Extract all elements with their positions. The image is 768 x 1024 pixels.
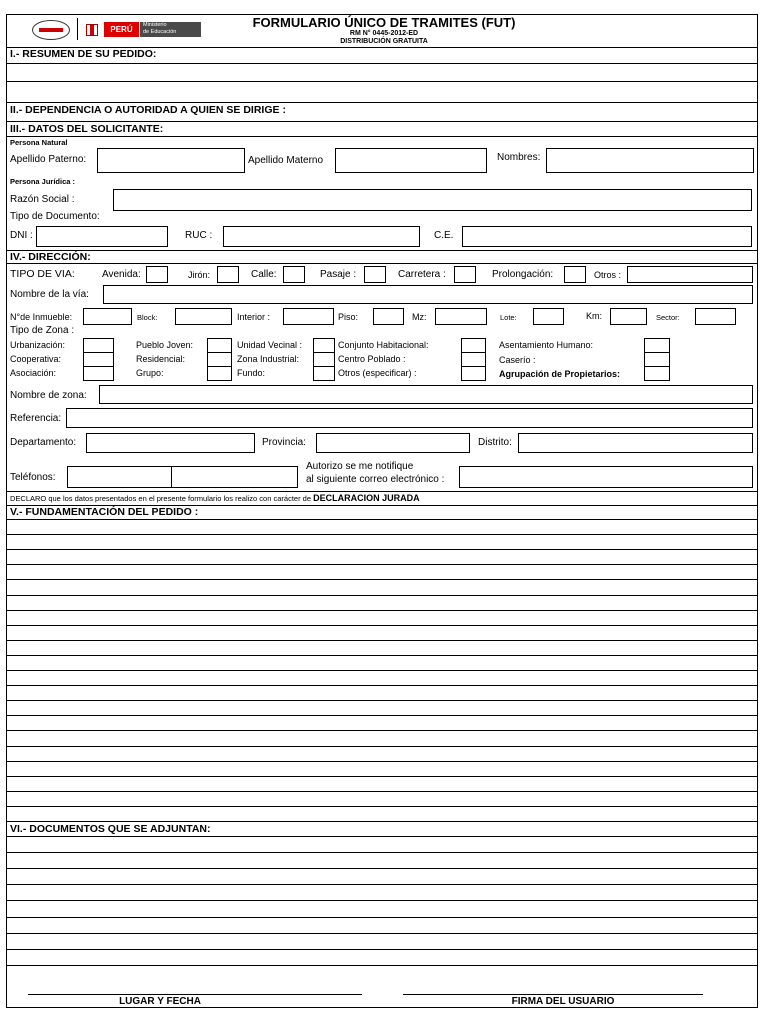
fundo-label: Fundo: — [237, 368, 266, 378]
writing-line[interactable] — [7, 868, 757, 869]
writing-line[interactable] — [7, 640, 757, 641]
carretera-label: Carretera : — [398, 269, 446, 280]
apellido-paterno-label: Apellido Paterno: — [10, 154, 87, 165]
distrito-label: Distrito: — [478, 437, 512, 448]
asociacion-checkbox[interactable] — [83, 366, 114, 381]
ce-label: C.E. — [434, 230, 454, 241]
otros-zona-label: Otros (especificar) : — [338, 368, 417, 378]
mz-label: Mz: — [412, 312, 427, 322]
section-resumen: I.- RESUMEN DE SU PEDIDO: — [10, 48, 157, 60]
calle-checkbox[interactable] — [283, 266, 305, 283]
otros-via-label: Otros : — [594, 270, 622, 280]
mz-field[interactable] — [435, 308, 487, 325]
section-solicitante: III.- DATOS DEL SOLICITANTE: — [10, 123, 164, 135]
writing-line[interactable] — [7, 730, 757, 731]
writing-line[interactable] — [7, 884, 757, 885]
writing-line[interactable] — [7, 852, 757, 853]
cooperativa-label: Cooperativa: — [10, 354, 62, 364]
nombre-via-field[interactable] — [103, 285, 753, 304]
writing-line[interactable] — [7, 549, 757, 550]
persona-natural-label: Persona Natural — [10, 138, 68, 147]
asociacion-label: Asociación: — [10, 368, 57, 378]
ce-field[interactable] — [462, 226, 752, 247]
jiron-checkbox[interactable] — [217, 266, 239, 283]
piso-label: Piso: — [338, 312, 359, 322]
razon-social-label: Razón Social : — [10, 194, 75, 205]
sector-label: Sector: — [656, 313, 680, 322]
interior-label: Interior : — [237, 312, 271, 322]
nombres-label: Nombres: — [497, 152, 541, 163]
km-label: Km: — [586, 311, 603, 321]
distrito-field[interactable] — [518, 433, 753, 453]
section-dependencia: II.- DEPENDENCIA O AUTORIDAD A QUIEN SE DIRIGE : — [10, 104, 286, 116]
writing-line[interactable] — [7, 933, 757, 934]
km-field[interactable] — [610, 308, 647, 325]
block-field[interactable] — [175, 308, 232, 325]
pasaje-label: Pasaje : — [320, 269, 357, 280]
writing-line[interactable] — [7, 761, 757, 762]
piso-field[interactable] — [373, 308, 404, 325]
prolongacion-checkbox[interactable] — [564, 266, 586, 283]
ministry-logo: Ministerio de Educación — [140, 22, 201, 37]
calle-label: Calle: — [251, 269, 277, 280]
otros-via-field[interactable] — [627, 266, 753, 283]
nombre-zona-label: Nombre de zona: — [10, 390, 87, 401]
dni-field[interactable] — [36, 226, 168, 247]
centro-poblado-label: Centro Poblado : — [338, 354, 406, 364]
section-fundamentacion: V.- FUNDAMENTACIÓN DEL PEDIDO : — [10, 506, 199, 518]
dni-label: DNI : — [10, 230, 33, 241]
fundo-checkbox[interactable] — [313, 366, 335, 381]
zona-industrial-checkbox[interactable] — [313, 352, 335, 367]
nombre-zona-field[interactable] — [99, 385, 753, 404]
nombres-field[interactable] — [546, 148, 754, 173]
block-label: Block: — [137, 313, 158, 322]
referencia-field[interactable] — [66, 408, 753, 428]
apellido-materno-field[interactable] — [335, 148, 487, 173]
writing-line[interactable] — [7, 806, 757, 807]
asentamiento-humano-label: Asentamiento Humano: — [499, 340, 594, 350]
provincia-label: Provincia: — [262, 437, 306, 448]
writing-line[interactable] — [7, 900, 757, 901]
writing-line[interactable] — [7, 965, 757, 966]
writing-line[interactable] — [7, 949, 757, 950]
writing-line[interactable] — [7, 715, 757, 716]
pueblo-joven-checkbox[interactable] — [207, 338, 232, 353]
caserio-checkbox[interactable] — [644, 352, 670, 367]
jiron-label: Jirón: — [188, 270, 211, 280]
conjunto-habitacional-label: Conjunto Habitacional: — [338, 340, 429, 350]
form-distribution: DISTRIBUCIÓN GRATUITA — [340, 38, 428, 45]
urbanizacion-checkbox[interactable] — [83, 338, 114, 353]
otros-zona-checkbox[interactable] — [461, 366, 486, 381]
agrupacion-propietarios-label: Agrupación de Propietarios: — [499, 369, 621, 379]
prolongacion-label: Prolongación: — [492, 269, 554, 280]
writing-line[interactable] — [7, 746, 757, 747]
tipo-zona-label: Tipo de Zona : — [10, 325, 75, 336]
apellido-materno-label: Apellido Materno — [248, 155, 324, 166]
provincia-field[interactable] — [316, 433, 470, 453]
writing-line[interactable] — [7, 700, 757, 701]
referencia-label: Referencia: — [10, 413, 62, 424]
conjunto-habitacional-checkbox[interactable] — [461, 338, 486, 353]
writing-line[interactable] — [7, 625, 757, 626]
writing-line[interactable] — [7, 670, 757, 671]
caserio-label: Caserío : — [499, 355, 536, 365]
apellido-paterno-field[interactable] — [97, 148, 245, 173]
writing-line[interactable] — [7, 610, 757, 611]
writing-line[interactable] — [7, 685, 757, 686]
nombre-via-label: Nombre de la vía: — [10, 289, 89, 300]
carretera-checkbox[interactable] — [454, 266, 476, 283]
peru-logo: PERÚ — [104, 22, 139, 37]
urbanizacion-label: Urbanización: — [10, 340, 66, 350]
numero-inmueble-field[interactable] — [83, 308, 132, 325]
razon-social-field[interactable] — [113, 189, 752, 211]
writing-line[interactable] — [7, 836, 757, 837]
correo-label: al siguiente correo electrónico : — [306, 474, 445, 485]
correo-field[interactable] — [459, 466, 753, 488]
pueblo-joven-label: Pueblo Joven: — [136, 340, 194, 350]
departamento-field[interactable] — [86, 433, 255, 453]
avenida-label: Avenida: — [102, 269, 141, 280]
sector-field[interactable] — [695, 308, 736, 325]
pasaje-checkbox[interactable] — [364, 266, 386, 283]
autorizo-label: Autorizo se me notifique — [306, 461, 414, 472]
writing-line[interactable] — [7, 917, 757, 918]
declaracion-text: DECLARO que los datos presentados en el presente formulario los realizo con carácter de DECLARACION JURADA — [10, 493, 420, 503]
telefono-2-field[interactable] — [171, 466, 298, 488]
cooperativa-checkbox[interactable] — [83, 352, 114, 367]
form-rm: RM N° 0445-2012-ED — [349, 30, 419, 37]
departamento-label: Departamento: — [10, 437, 77, 448]
writing-line[interactable] — [7, 519, 757, 520]
writing-line[interactable] — [7, 791, 757, 792]
section-direccion: IV.- DIRECCIÓN: — [10, 251, 91, 263]
lote-label: Lote: — [500, 313, 517, 322]
tipo-documento-label: Tipo de Documento: — [10, 211, 100, 222]
telefonos-label: Teléfonos: — [10, 472, 56, 483]
lugar-fecha-label: LUGAR Y FECHA — [119, 996, 201, 1007]
lote-field[interactable] — [533, 308, 564, 325]
writing-line[interactable] — [7, 595, 757, 596]
centro-poblado-checkbox[interactable] — [461, 352, 486, 367]
residencial-checkbox[interactable] — [207, 352, 232, 367]
firma-line — [403, 994, 703, 995]
agrupacion-propietarios-checkbox[interactable] — [644, 366, 670, 381]
numero-inmueble-label: N°de Inmueble: — [10, 312, 73, 322]
grupo-checkbox[interactable] — [207, 366, 232, 381]
writing-line[interactable] — [7, 564, 757, 565]
section-documentos: VI.- DOCUMENTOS QUE SE ADJUNTAN: — [10, 823, 211, 835]
persona-juridica-label: Persona Jurídica : — [10, 177, 76, 186]
tipo-via-label: TIPO DE VIA: — [10, 268, 75, 280]
writing-line[interactable] — [7, 579, 757, 580]
form-title: FORMULARIO ÚNICO DE TRAMITES (FUT) — [252, 15, 516, 30]
residencial-label: Residencial: — [136, 354, 186, 364]
writing-line[interactable] — [7, 534, 757, 535]
asentamiento-humano-checkbox[interactable] — [644, 338, 670, 353]
avenida-checkbox[interactable] — [146, 266, 168, 283]
ruc-field[interactable] — [223, 226, 420, 247]
unidad-vecinal-label: Unidad Vecinal : — [237, 340, 303, 350]
writing-line[interactable] — [7, 776, 757, 777]
unidad-vecinal-checkbox[interactable] — [313, 338, 335, 353]
ruc-label: RUC : — [185, 230, 213, 241]
telefono-1-field[interactable] — [67, 466, 172, 488]
lugar-fecha-line — [28, 994, 362, 995]
interior-field[interactable] — [283, 308, 334, 325]
zona-industrial-label: Zona Industrial: — [237, 354, 300, 364]
writing-line[interactable] — [7, 655, 757, 656]
grupo-label: Grupo: — [136, 368, 164, 378]
firma-label: FIRMA DEL USUARIO — [511, 996, 615, 1007]
